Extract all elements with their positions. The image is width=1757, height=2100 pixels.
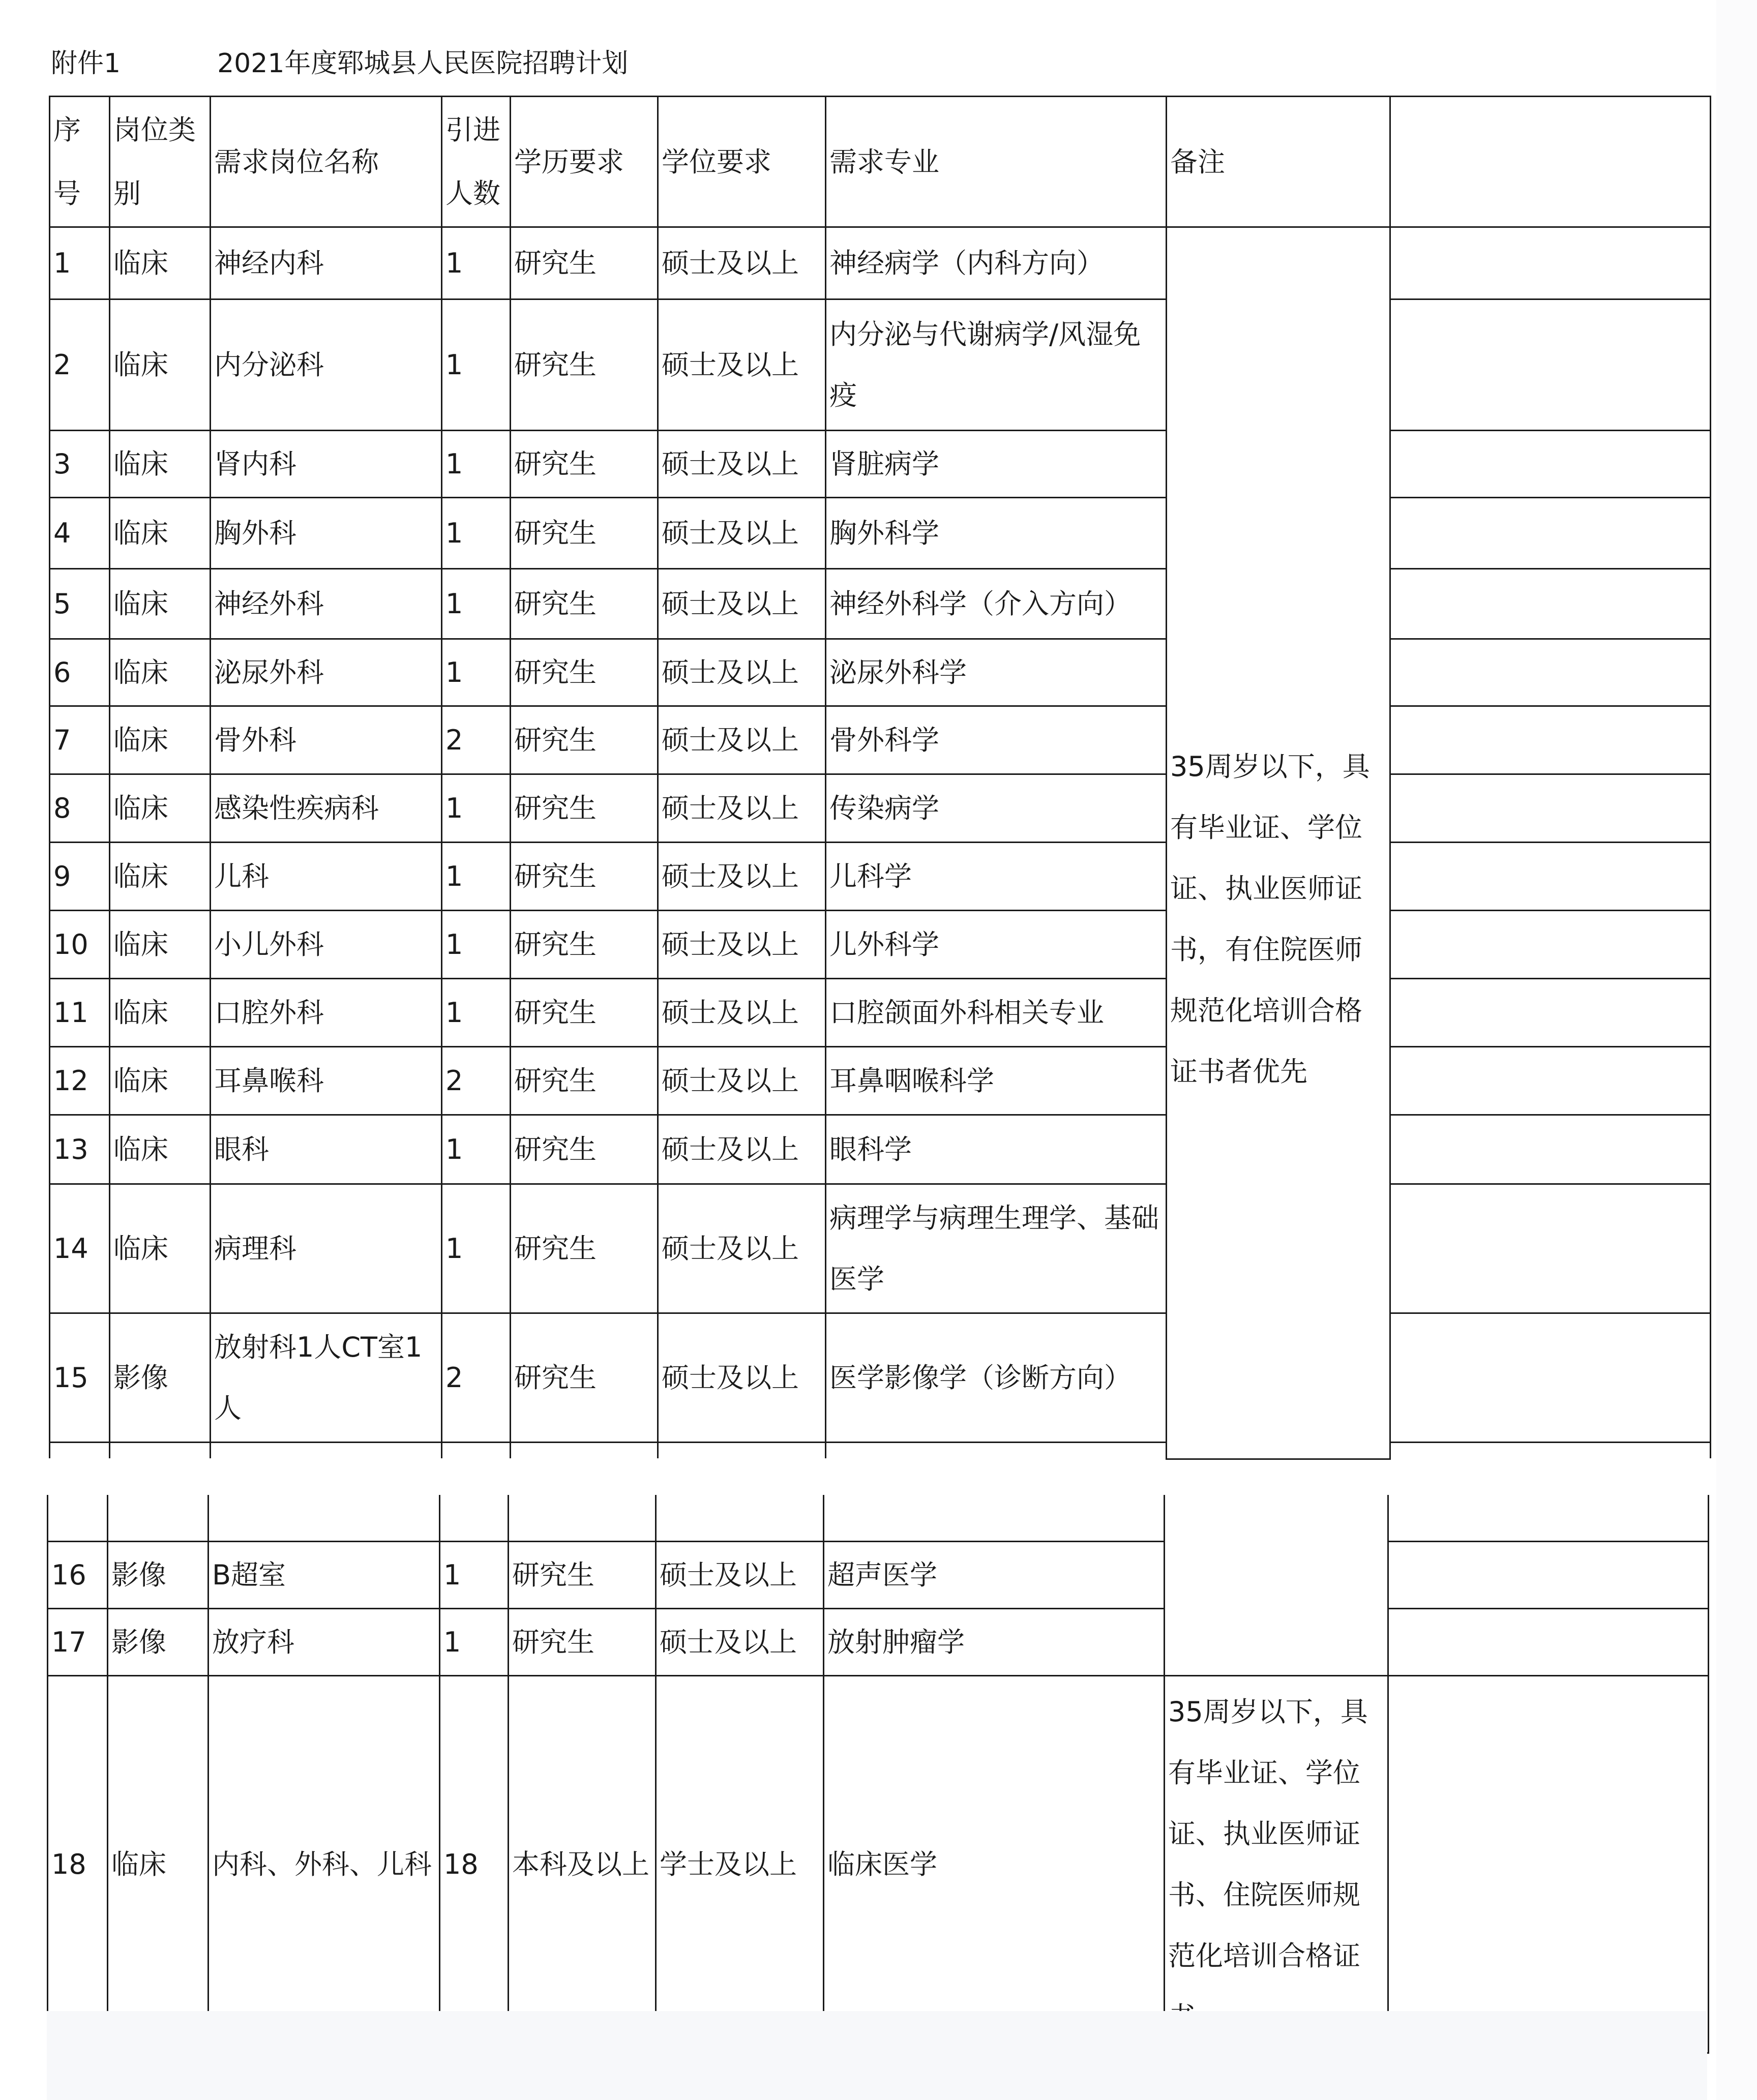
cell-education: 研究生 bbox=[511, 1115, 658, 1184]
notes-text-1: 35周岁以下，具有毕业证、学位证、执业医师证书，有住院医师规范化培训合格证书者优先 bbox=[1170, 751, 1370, 1088]
cell-empty bbox=[442, 1443, 511, 1459]
cell-extra bbox=[1390, 843, 1711, 911]
cell-education: 研究生 bbox=[511, 774, 658, 843]
cell-major: 病理学与病理生理学、基础医学 bbox=[826, 1184, 1167, 1313]
cell-major: 临床医学 bbox=[824, 1676, 1165, 2053]
cell-count: 2 bbox=[442, 1047, 511, 1115]
table-row bbox=[50, 299, 1711, 431]
cell-major: 口腔颌面外科相关专业 bbox=[826, 979, 1167, 1047]
cell-education: 研究生 bbox=[511, 498, 658, 569]
cell-empty bbox=[440, 1495, 509, 1542]
cell-no: 10 bbox=[50, 911, 110, 979]
cell-position: 病理科 bbox=[211, 1184, 442, 1313]
recruitment-table-part-2 bbox=[47, 1495, 1709, 2054]
col-header-education: 学历要求 bbox=[511, 97, 658, 227]
cell-empty bbox=[1390, 1443, 1711, 1459]
cell-count: 1 bbox=[442, 498, 511, 569]
table-row bbox=[48, 1609, 1709, 1676]
cell-position: 口腔外科 bbox=[211, 979, 442, 1047]
cell-education: 研究生 bbox=[509, 1609, 656, 1676]
cell-extra bbox=[1390, 774, 1711, 843]
cell-degree: 硕士及以上 bbox=[658, 1047, 826, 1115]
cell-degree: 硕士及以上 bbox=[658, 299, 826, 431]
cell-education: 研究生 bbox=[511, 979, 658, 1047]
cell-count: 1 bbox=[442, 911, 511, 979]
cell-education: 研究生 bbox=[511, 639, 658, 706]
cell-major: 儿科学 bbox=[826, 843, 1167, 911]
cell-degree: 学士及以上 bbox=[656, 1676, 824, 2053]
document-title: 2021年度郓城县人民医院招聘计划 bbox=[217, 48, 629, 79]
table-row bbox=[50, 774, 1711, 843]
cell-no: 4 bbox=[50, 498, 110, 569]
cell-major: 儿外科学 bbox=[826, 911, 1167, 979]
cell-major: 眼科学 bbox=[826, 1115, 1167, 1184]
table-row bbox=[50, 1115, 1711, 1184]
cell-no: 1 bbox=[50, 227, 110, 299]
table-row bbox=[50, 1047, 1711, 1115]
cell-count: 2 bbox=[442, 1313, 511, 1443]
cell-no: 3 bbox=[50, 431, 110, 498]
cell-degree: 硕士及以上 bbox=[658, 911, 826, 979]
cell-position: 内分泌科 bbox=[211, 299, 442, 431]
cell-count: 1 bbox=[442, 431, 511, 498]
cell-major: 肾脏病学 bbox=[826, 431, 1167, 498]
cell-empty bbox=[1388, 1495, 1709, 1542]
cell-education: 研究生 bbox=[511, 706, 658, 774]
cell-education: 研究生 bbox=[511, 227, 658, 299]
cell-position: 内科、外科、儿科 bbox=[209, 1676, 440, 2053]
table-row bbox=[48, 1676, 1709, 2053]
cell-position: 放射科1人CT室1人 bbox=[211, 1313, 442, 1443]
cell-extra bbox=[1390, 1313, 1711, 1443]
cell-position: 小儿外科 bbox=[211, 911, 442, 979]
cell-degree: 硕士及以上 bbox=[658, 639, 826, 706]
cell-spacer bbox=[50, 1458, 1711, 1459]
cell-extra bbox=[1390, 227, 1711, 299]
cell-degree: 硕士及以上 bbox=[658, 569, 826, 639]
cell-education: 研究生 bbox=[509, 1542, 656, 1609]
cell-count: 1 bbox=[442, 1115, 511, 1184]
cell-extra bbox=[1388, 1676, 1709, 2053]
cell-major: 传染病学 bbox=[826, 774, 1167, 843]
cell-category: 临床 bbox=[110, 227, 211, 299]
cell-no: 9 bbox=[50, 843, 110, 911]
cell-extra bbox=[1390, 431, 1711, 498]
cell-category: 临床 bbox=[110, 1184, 211, 1313]
table-row bbox=[48, 1542, 1709, 1609]
table-row bbox=[50, 706, 1711, 774]
cell-empty bbox=[211, 1443, 442, 1459]
recruitment-table-part-1 bbox=[49, 96, 1711, 1460]
cell-count: 1 bbox=[442, 1184, 511, 1313]
col-header-position: 需求岗位名称 bbox=[211, 97, 442, 227]
cell-degree: 硕士及以上 bbox=[656, 1609, 824, 1676]
cell-notes-continuation bbox=[1165, 1495, 1388, 1676]
cell-category: 临床 bbox=[108, 1676, 209, 2053]
cell-major: 耳鼻咽喉科学 bbox=[826, 1047, 1167, 1115]
cell-position: 神经内科 bbox=[211, 227, 442, 299]
cell-count: 1 bbox=[442, 774, 511, 843]
cell-no: 17 bbox=[48, 1609, 108, 1676]
table-header-row bbox=[50, 97, 1711, 227]
cell-empty bbox=[824, 1495, 1165, 1542]
cell-major: 骨外科学 bbox=[826, 706, 1167, 774]
attachment-label: 附件1 bbox=[51, 48, 121, 79]
cell-no: 18 bbox=[48, 1676, 108, 2053]
cell-position: 眼科 bbox=[211, 1115, 442, 1184]
page-title bbox=[51, 42, 628, 80]
cell-extra bbox=[1390, 498, 1711, 569]
cell-degree: 硕士及以上 bbox=[658, 498, 826, 569]
cell-category: 影像 bbox=[110, 1313, 211, 1443]
cell-major: 超声医学 bbox=[824, 1542, 1165, 1609]
cell-position: 感染性疾病科 bbox=[211, 774, 442, 843]
table-row bbox=[50, 498, 1711, 569]
cell-position: 放疗科 bbox=[209, 1609, 440, 1676]
table-row bbox=[50, 639, 1711, 706]
col-header-count: 引进人数 bbox=[442, 97, 511, 227]
cell-degree: 硕士及以上 bbox=[658, 1115, 826, 1184]
table-row bbox=[50, 227, 1711, 299]
cell-count: 1 bbox=[442, 227, 511, 299]
cell-position: 胸外科 bbox=[211, 498, 442, 569]
cell-count: 1 bbox=[440, 1609, 509, 1676]
cell-position: 骨外科 bbox=[211, 706, 442, 774]
cell-category: 临床 bbox=[110, 843, 211, 911]
cell-count: 1 bbox=[442, 639, 511, 706]
cell-empty bbox=[50, 1443, 110, 1459]
cell-count: 1 bbox=[442, 843, 511, 911]
cell-extra bbox=[1390, 979, 1711, 1047]
cell-category: 临床 bbox=[110, 1115, 211, 1184]
cell-no: 2 bbox=[50, 299, 110, 431]
table-row-spacer bbox=[50, 1458, 1711, 1459]
cell-education: 研究生 bbox=[511, 431, 658, 498]
cell-no: 12 bbox=[50, 1047, 110, 1115]
cell-empty bbox=[108, 1495, 209, 1542]
cell-empty bbox=[209, 1495, 440, 1542]
cell-degree: 硕士及以上 bbox=[658, 774, 826, 843]
table-row bbox=[50, 1313, 1711, 1443]
cell-notes-group-2: 35周岁以下，具有毕业证、学位证、执业医师证书、住院医师规范化培训合格证 bbox=[1165, 1676, 1388, 2053]
cell-education: 研究生 bbox=[511, 569, 658, 639]
cell-extra bbox=[1388, 1609, 1709, 1676]
cell-extra bbox=[1390, 911, 1711, 979]
col-header-category: 岗位类别 bbox=[110, 97, 211, 227]
cell-count: 1 bbox=[442, 569, 511, 639]
cell-position: 耳鼻喉科 bbox=[211, 1047, 442, 1115]
cell-major: 医学影像学（诊断方向） bbox=[826, 1313, 1167, 1443]
cell-category: 临床 bbox=[110, 299, 211, 431]
cell-count: 1 bbox=[442, 299, 511, 431]
cell-position: 神经外科 bbox=[211, 569, 442, 639]
cell-notes-group-1 bbox=[1167, 227, 1390, 1459]
cell-extra bbox=[1390, 1184, 1711, 1313]
cell-extra bbox=[1390, 1115, 1711, 1184]
cell-education: 研究生 bbox=[511, 843, 658, 911]
cell-major: 神经外科学（介入方向） bbox=[826, 569, 1167, 639]
cell-extra bbox=[1390, 299, 1711, 431]
cell-category: 临床 bbox=[110, 1047, 211, 1115]
table-row bbox=[50, 569, 1711, 639]
table-row bbox=[50, 911, 1711, 979]
cell-extra bbox=[1390, 639, 1711, 706]
cell-no: 14 bbox=[50, 1184, 110, 1313]
cell-degree: 硕士及以上 bbox=[656, 1542, 824, 1609]
col-header-notes: 备注 bbox=[1167, 97, 1390, 227]
cell-education: 本科及以上 bbox=[509, 1676, 656, 2053]
cell-major: 放射肿瘤学 bbox=[824, 1609, 1165, 1676]
cell-category: 影像 bbox=[108, 1542, 209, 1609]
cell-category: 临床 bbox=[110, 911, 211, 979]
cell-major: 泌尿外科学 bbox=[826, 639, 1167, 706]
cell-category: 临床 bbox=[110, 498, 211, 569]
cell-empty bbox=[110, 1443, 211, 1459]
cell-major: 内分泌与代谢病学/风湿免疫 bbox=[826, 299, 1167, 431]
cell-no: 6 bbox=[50, 639, 110, 706]
cell-education: 研究生 bbox=[511, 1047, 658, 1115]
cell-education: 研究生 bbox=[511, 1313, 658, 1443]
cell-position: 肾内科 bbox=[211, 431, 442, 498]
cell-degree: 硕士及以上 bbox=[658, 979, 826, 1047]
table-row-break bbox=[50, 1443, 1711, 1459]
cell-extra bbox=[1388, 1542, 1709, 1609]
cell-degree: 硕士及以上 bbox=[658, 1184, 826, 1313]
cell-position: B超室 bbox=[209, 1542, 440, 1609]
col-header-no: 序号 bbox=[50, 97, 110, 227]
cell-education: 研究生 bbox=[511, 1184, 658, 1313]
cell-no: 7 bbox=[50, 706, 110, 774]
cell-count: 2 bbox=[442, 706, 511, 774]
cell-degree: 硕士及以上 bbox=[658, 431, 826, 498]
table-row-continuation bbox=[48, 1495, 1709, 1542]
cell-no: 8 bbox=[50, 774, 110, 843]
cell-extra bbox=[1390, 569, 1711, 639]
cell-count: 1 bbox=[442, 979, 511, 1047]
cell-category: 临床 bbox=[110, 706, 211, 774]
cell-category: 临床 bbox=[110, 431, 211, 498]
cell-degree: 硕士及以上 bbox=[658, 1313, 826, 1443]
cell-education: 研究生 bbox=[511, 911, 658, 979]
page-footer-area bbox=[47, 2011, 1707, 2100]
col-header-degree: 学位要求 bbox=[658, 97, 826, 227]
table-row bbox=[50, 979, 1711, 1047]
cell-education: 研究生 bbox=[511, 299, 658, 431]
cell-category: 临床 bbox=[110, 774, 211, 843]
cell-empty bbox=[658, 1443, 826, 1459]
cell-degree: 硕士及以上 bbox=[658, 706, 826, 774]
cell-category: 影像 bbox=[108, 1609, 209, 1676]
cell-empty bbox=[48, 1495, 108, 1542]
cell-no: 13 bbox=[50, 1115, 110, 1184]
table-row bbox=[50, 1184, 1711, 1313]
cell-no: 5 bbox=[50, 569, 110, 639]
cell-category: 临床 bbox=[110, 979, 211, 1047]
cell-empty bbox=[509, 1495, 656, 1542]
cell-count: 18 bbox=[440, 1676, 509, 2053]
table-row bbox=[50, 431, 1711, 498]
cell-no: 11 bbox=[50, 979, 110, 1047]
cell-empty bbox=[656, 1495, 824, 1542]
cell-empty bbox=[826, 1443, 1167, 1459]
cell-position: 泌尿外科 bbox=[211, 639, 442, 706]
cell-position: 儿科 bbox=[211, 843, 442, 911]
cell-empty bbox=[511, 1443, 658, 1459]
col-header-extra bbox=[1390, 97, 1711, 227]
cell-extra bbox=[1390, 706, 1711, 774]
cell-no: 16 bbox=[48, 1542, 108, 1609]
page-margin bbox=[1716, 0, 1757, 2100]
cell-degree: 硕士及以上 bbox=[658, 227, 826, 299]
table-row bbox=[50, 843, 1711, 911]
cell-major: 神经病学（内科方向） bbox=[826, 227, 1167, 299]
cell-major: 胸外科学 bbox=[826, 498, 1167, 569]
col-header-major: 需求专业 bbox=[826, 97, 1167, 227]
cell-degree: 硕士及以上 bbox=[658, 843, 826, 911]
cell-extra bbox=[1390, 1047, 1711, 1115]
cell-category: 临床 bbox=[110, 639, 211, 706]
cell-no: 15 bbox=[50, 1313, 110, 1443]
cell-category: 临床 bbox=[110, 569, 211, 639]
cell-count: 1 bbox=[440, 1542, 509, 1609]
